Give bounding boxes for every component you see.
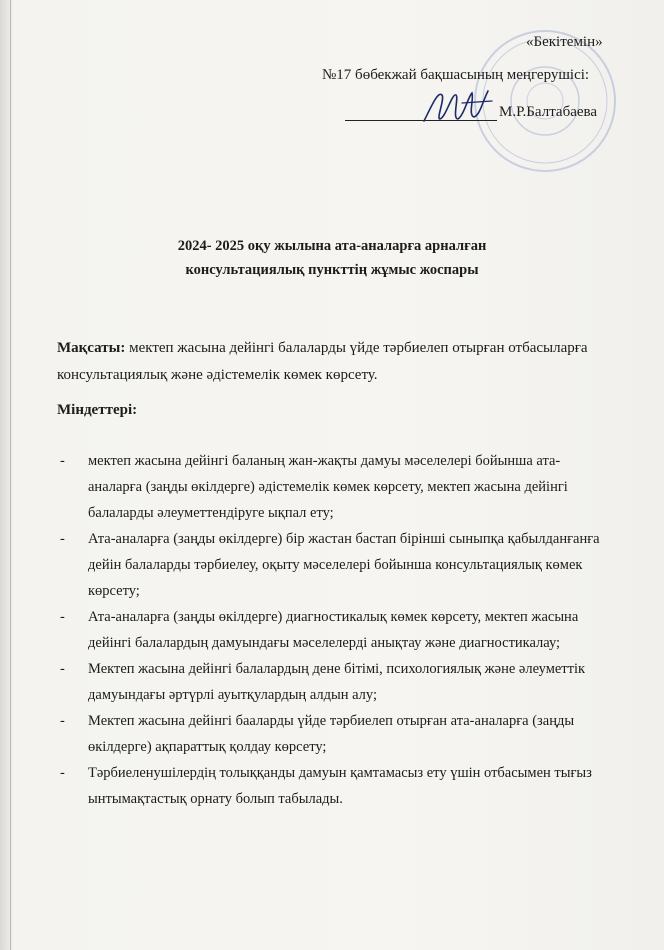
page-edge-line: [10, 0, 11, 950]
bullet-dash: -: [60, 531, 65, 547]
document-title-line-2: консультациялық пункттің жұмыс жоспары: [185, 262, 479, 278]
bullet-dash: -: [60, 609, 65, 625]
list-item: [60, 604, 605, 656]
approval-title: «Бекітемін»: [526, 34, 603, 50]
task-text: мектеп жасына дейінгі баланың жан-жақты дамуы мәселелері бойынша ата-аналарға (заңды өкілдерге) әдістемелік көмек көрсету, мектеп жасына дейінгі балаларды әлеуметтендіруге ықпал ету;: [88, 453, 568, 521]
task-text: Тәрбиеленушілердің толыққанды дамуын қамтамасыз ету үшін отбасымен тығыз ынтымақтастық орнату болып табылады.: [88, 765, 592, 807]
list-item: [60, 760, 605, 812]
bullet-dash: -: [60, 453, 65, 469]
handwritten-signature: [418, 85, 498, 130]
task-text: Ата-аналарға (заңды өкілдерге) бір жастан бастап бірінші сыныпқа қабылданғанға дейін балаларды тәрбиелеу, оқыту мәселелері бойынша консультациялық көмек көрсету;: [88, 531, 600, 599]
list-item: [60, 526, 605, 604]
list-item: [60, 656, 605, 708]
list-item: [60, 708, 605, 760]
approver-name: М.Р.Балтабаева: [499, 104, 598, 120]
bullet-dash: -: [60, 661, 65, 677]
goal-text: мектеп жасына дейінгі балаларды үйде тәрбиелеп отырған отбасыларға консультациялық және әдістемелік көмек көрсету.: [57, 340, 588, 383]
list-item: [60, 448, 605, 526]
bullet-dash: -: [60, 713, 65, 729]
approver-role: №17 бөбекжай бақшасының меңгерушісі:: [322, 67, 590, 83]
goal-paragraph: [57, 335, 617, 389]
goal-label: Мақсаты:: [57, 340, 126, 356]
tasks-label: Міндеттері:: [57, 402, 138, 418]
approval-block: [0, 0, 664, 140]
task-text: Ата-аналарға (заңды өкілдерге) диагностикалық көмек көрсету, мектеп жасына дейінгі балалардың дамуындағы мәселелерді анықтау және диагностикалау;: [88, 609, 579, 651]
tasks-list: [60, 448, 605, 812]
task-text: Мектеп жасына дейінгі бааларды үйде тәрбиелеп отырған ата-аналарға (заңды өкілдерге) ақпараттық қолдау көрсету;: [88, 713, 575, 755]
task-text: Мектеп жасына дейінгі балалардың дене бітімі, психологиялық және әлеуметтік дамуындағы әртүрлі ауытқулардың алдын алу;: [88, 661, 586, 703]
document-title-line-1: 2024- 2025 оқу жылына ата-аналарға арналған: [177, 238, 487, 254]
bullet-dash: -: [60, 765, 65, 781]
